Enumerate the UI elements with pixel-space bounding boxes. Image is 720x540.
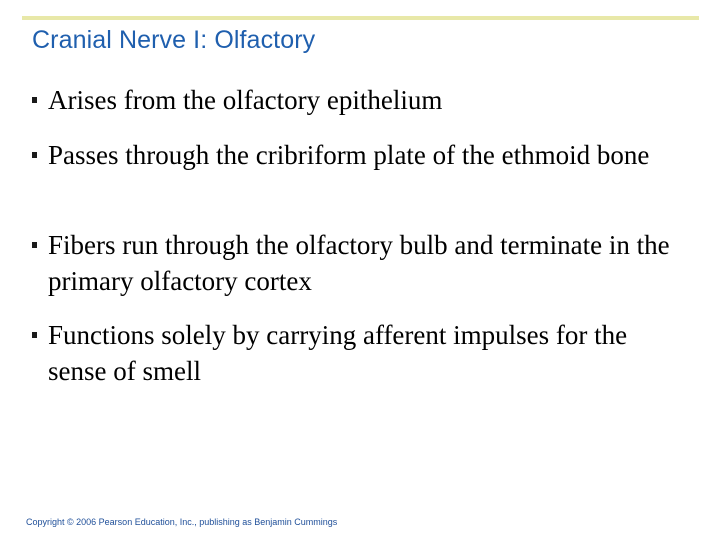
square-bullet-icon — [32, 97, 37, 103]
bullet-text: Passes through the cribriform plate of the ethmoid bone — [48, 140, 650, 170]
bullet-item — [48, 317, 688, 389]
bullet-item — [48, 82, 688, 118]
bullet-text: Functions solely by carrying afferent impulses for the sense of smell — [48, 320, 628, 386]
square-bullet-icon — [32, 242, 37, 248]
bullet-text: Arises from the olfactory epithelium — [48, 85, 443, 115]
square-bullet-icon — [32, 332, 37, 338]
slide-title: Cranial Nerve I: Olfactory — [32, 26, 316, 54]
bullet-text: Fibers run through the olfactory bulb and terminate in the primary olfactory cortex — [48, 230, 670, 296]
bullet-item — [48, 227, 688, 299]
title-rule — [22, 16, 699, 20]
bullet-item — [48, 137, 688, 173]
copyright-footer: Copyright © 2006 Pearson Education, Inc., publishing as Benjamin Cummings — [26, 517, 338, 527]
square-bullet-icon — [32, 152, 37, 158]
